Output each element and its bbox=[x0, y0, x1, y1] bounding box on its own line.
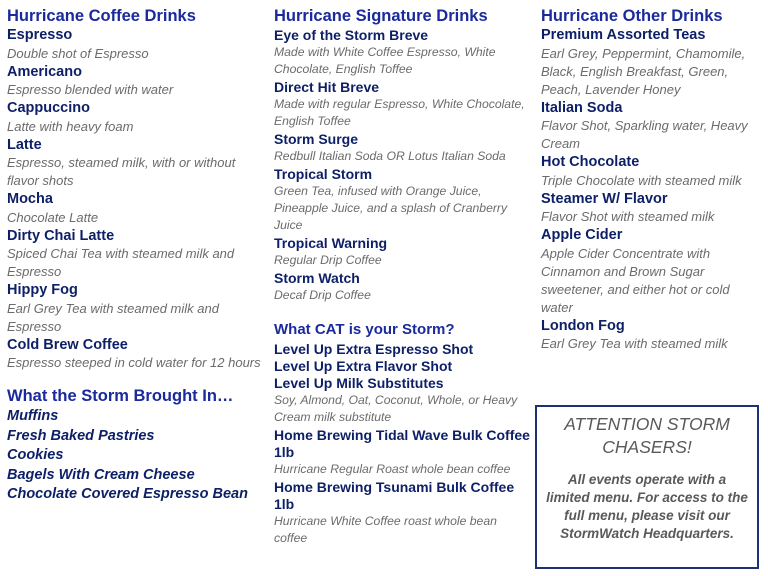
item-name: Tropical Storm bbox=[274, 166, 373, 182]
section-title-other-drinks: Hurricane Other Drinks bbox=[541, 7, 723, 25]
pastry-item: Chocolate Covered Espresso Bean bbox=[7, 486, 248, 502]
item-desc: Triple Chocolate with steamed milk bbox=[541, 172, 742, 188]
item-name: Italian Soda bbox=[541, 99, 623, 116]
menu-item bbox=[274, 479, 532, 547]
item-desc: Green Tea, infused with Orange Juice, Pineapple Juice, and a splash of Cranberry Juice bbox=[274, 184, 508, 232]
item-name: Cold Brew Coffee bbox=[7, 336, 128, 353]
menu-item bbox=[7, 282, 269, 336]
item-desc: Redbull Italian Soda OR Lotus Italian Soda bbox=[274, 149, 506, 163]
item-desc: Latte with heavy foam bbox=[7, 118, 134, 134]
menu-item bbox=[274, 27, 532, 78]
item-name: Hot Chocolate bbox=[541, 154, 640, 170]
coffee-drinks-column bbox=[7, 6, 269, 505]
item-name: Home Brewing Tsunami Bulk Coffee 1lb bbox=[274, 479, 515, 512]
menu-item bbox=[274, 79, 532, 130]
menu-item bbox=[541, 318, 763, 354]
menu-item bbox=[274, 375, 532, 426]
attention-body: All events operate with a limited menu. For access to the full menu, please visit our StormWatch Headquarters. bbox=[546, 472, 748, 541]
menu-item bbox=[274, 166, 532, 234]
item-name: Espresso bbox=[7, 27, 73, 43]
item-desc: Soy, Almond, Oat, Coconut, Whole, or Heavy Cream milk substitute bbox=[274, 393, 518, 424]
item-desc: Chocolate Latte bbox=[7, 209, 99, 225]
menu-item bbox=[7, 100, 269, 136]
attention-notice-box bbox=[535, 405, 759, 569]
menu-item bbox=[274, 341, 532, 358]
menu-item bbox=[274, 358, 532, 375]
pastry-item: Cookies bbox=[7, 447, 64, 463]
menu-item bbox=[7, 228, 269, 282]
item-name: Storm Watch bbox=[274, 270, 360, 286]
signature-drinks-column bbox=[274, 6, 532, 548]
item-name: Direct Hit Breve bbox=[274, 79, 380, 95]
menu-item bbox=[274, 427, 532, 478]
item-name: Storm Surge bbox=[274, 131, 359, 147]
menu-item bbox=[541, 27, 763, 99]
item-name: Apple Cider bbox=[541, 227, 623, 243]
item-desc: Earl Grey Tea with steamed milk and Espresso bbox=[7, 300, 219, 334]
item-desc: Double shot of Espresso bbox=[7, 45, 149, 61]
item-name: Hippy Fog bbox=[7, 282, 78, 298]
item-name: Cappuccino bbox=[7, 100, 90, 116]
menu-item bbox=[7, 191, 269, 227]
menu-item bbox=[541, 227, 763, 317]
item-desc: Earl Grey, Peppermint, Chamomile, Black, English Breakfast, Green, Peach, Lavender Honey bbox=[541, 45, 746, 97]
menu-item bbox=[274, 131, 532, 165]
item-desc: Regular Drip Coffee bbox=[274, 253, 382, 267]
item-name: Level Up Extra Flavor Shot bbox=[274, 358, 453, 374]
item-name: Tropical Warning bbox=[274, 235, 388, 251]
pastry-item: Bagels With Cream Cheese bbox=[7, 466, 195, 483]
item-name: Home Brewing Tidal Wave Bulk Coffee 1lb bbox=[274, 427, 530, 460]
menu-item bbox=[541, 100, 763, 154]
menu-item bbox=[274, 270, 532, 304]
pastry-item: Fresh Baked Pastries bbox=[7, 427, 155, 444]
item-desc: Spiced Chai Tea with steamed milk and Espresso bbox=[7, 246, 235, 279]
item-name: Premium Assorted Teas bbox=[541, 27, 706, 43]
item-name: Eye of the Storm Breve bbox=[274, 27, 429, 43]
menu-item bbox=[7, 337, 269, 373]
item-name: Mocha bbox=[7, 191, 53, 207]
item-desc: Earl Grey Tea with steamed milk bbox=[541, 336, 728, 351]
menu-item bbox=[541, 154, 763, 190]
attention-title: ATTENTION STORM CHASERS! bbox=[564, 414, 730, 457]
item-desc: Flavor Shot with steamed milk bbox=[541, 209, 715, 224]
item-name: Americano bbox=[7, 63, 82, 80]
item-desc: Made with White Coffee Espresso, White Chocolate, English Toffee bbox=[274, 45, 496, 76]
section-title-storm-brought-in: What the Storm Brought In… bbox=[7, 387, 234, 405]
section-title-cat-storm: What CAT is your Storm? bbox=[274, 321, 455, 338]
item-desc: Espresso, steamed milk, with or without flavor shots bbox=[7, 155, 236, 188]
item-desc: Apple Cider Concentrate with Cinnamon and Brown Sugar sweetener, and either hot or cold water bbox=[541, 245, 730, 315]
other-drinks-column bbox=[541, 6, 763, 354]
menu-item bbox=[7, 64, 269, 100]
item-name: Level Up Milk Substitutes bbox=[274, 375, 444, 391]
item-desc: Hurricane White Coffee roast whole bean coffee bbox=[274, 514, 497, 545]
item-name: London Fog bbox=[541, 317, 625, 334]
item-desc: Decaf Drip Coffee bbox=[274, 288, 371, 302]
item-desc: Hurricane Regular Roast whole bean coffee bbox=[274, 462, 511, 476]
menu-item bbox=[541, 191, 763, 227]
pastry-item: Muffins bbox=[7, 408, 59, 424]
item-desc: Made with regular Espresso, White Chocolate, English Toffee bbox=[274, 97, 525, 128]
item-name: Level Up Extra Espresso Shot bbox=[274, 341, 474, 357]
section-title-signature-drinks: Hurricane Signature Drinks bbox=[274, 7, 488, 25]
menu-item bbox=[7, 27, 269, 63]
menu-item bbox=[274, 235, 532, 269]
item-desc: Espresso steeped in cold water for 12 hours bbox=[7, 355, 261, 370]
item-name: Steamer W/ Flavor bbox=[541, 190, 668, 207]
item-desc: Flavor Shot, Sparkling water, Heavy Cream bbox=[541, 118, 748, 151]
menu-item bbox=[7, 137, 269, 191]
section-title-coffee-drinks: Hurricane Coffee Drinks bbox=[7, 7, 196, 25]
item-name: Latte bbox=[7, 136, 42, 153]
item-name: Dirty Chai Latte bbox=[7, 227, 115, 244]
item-desc: Espresso blended with water bbox=[7, 82, 174, 97]
